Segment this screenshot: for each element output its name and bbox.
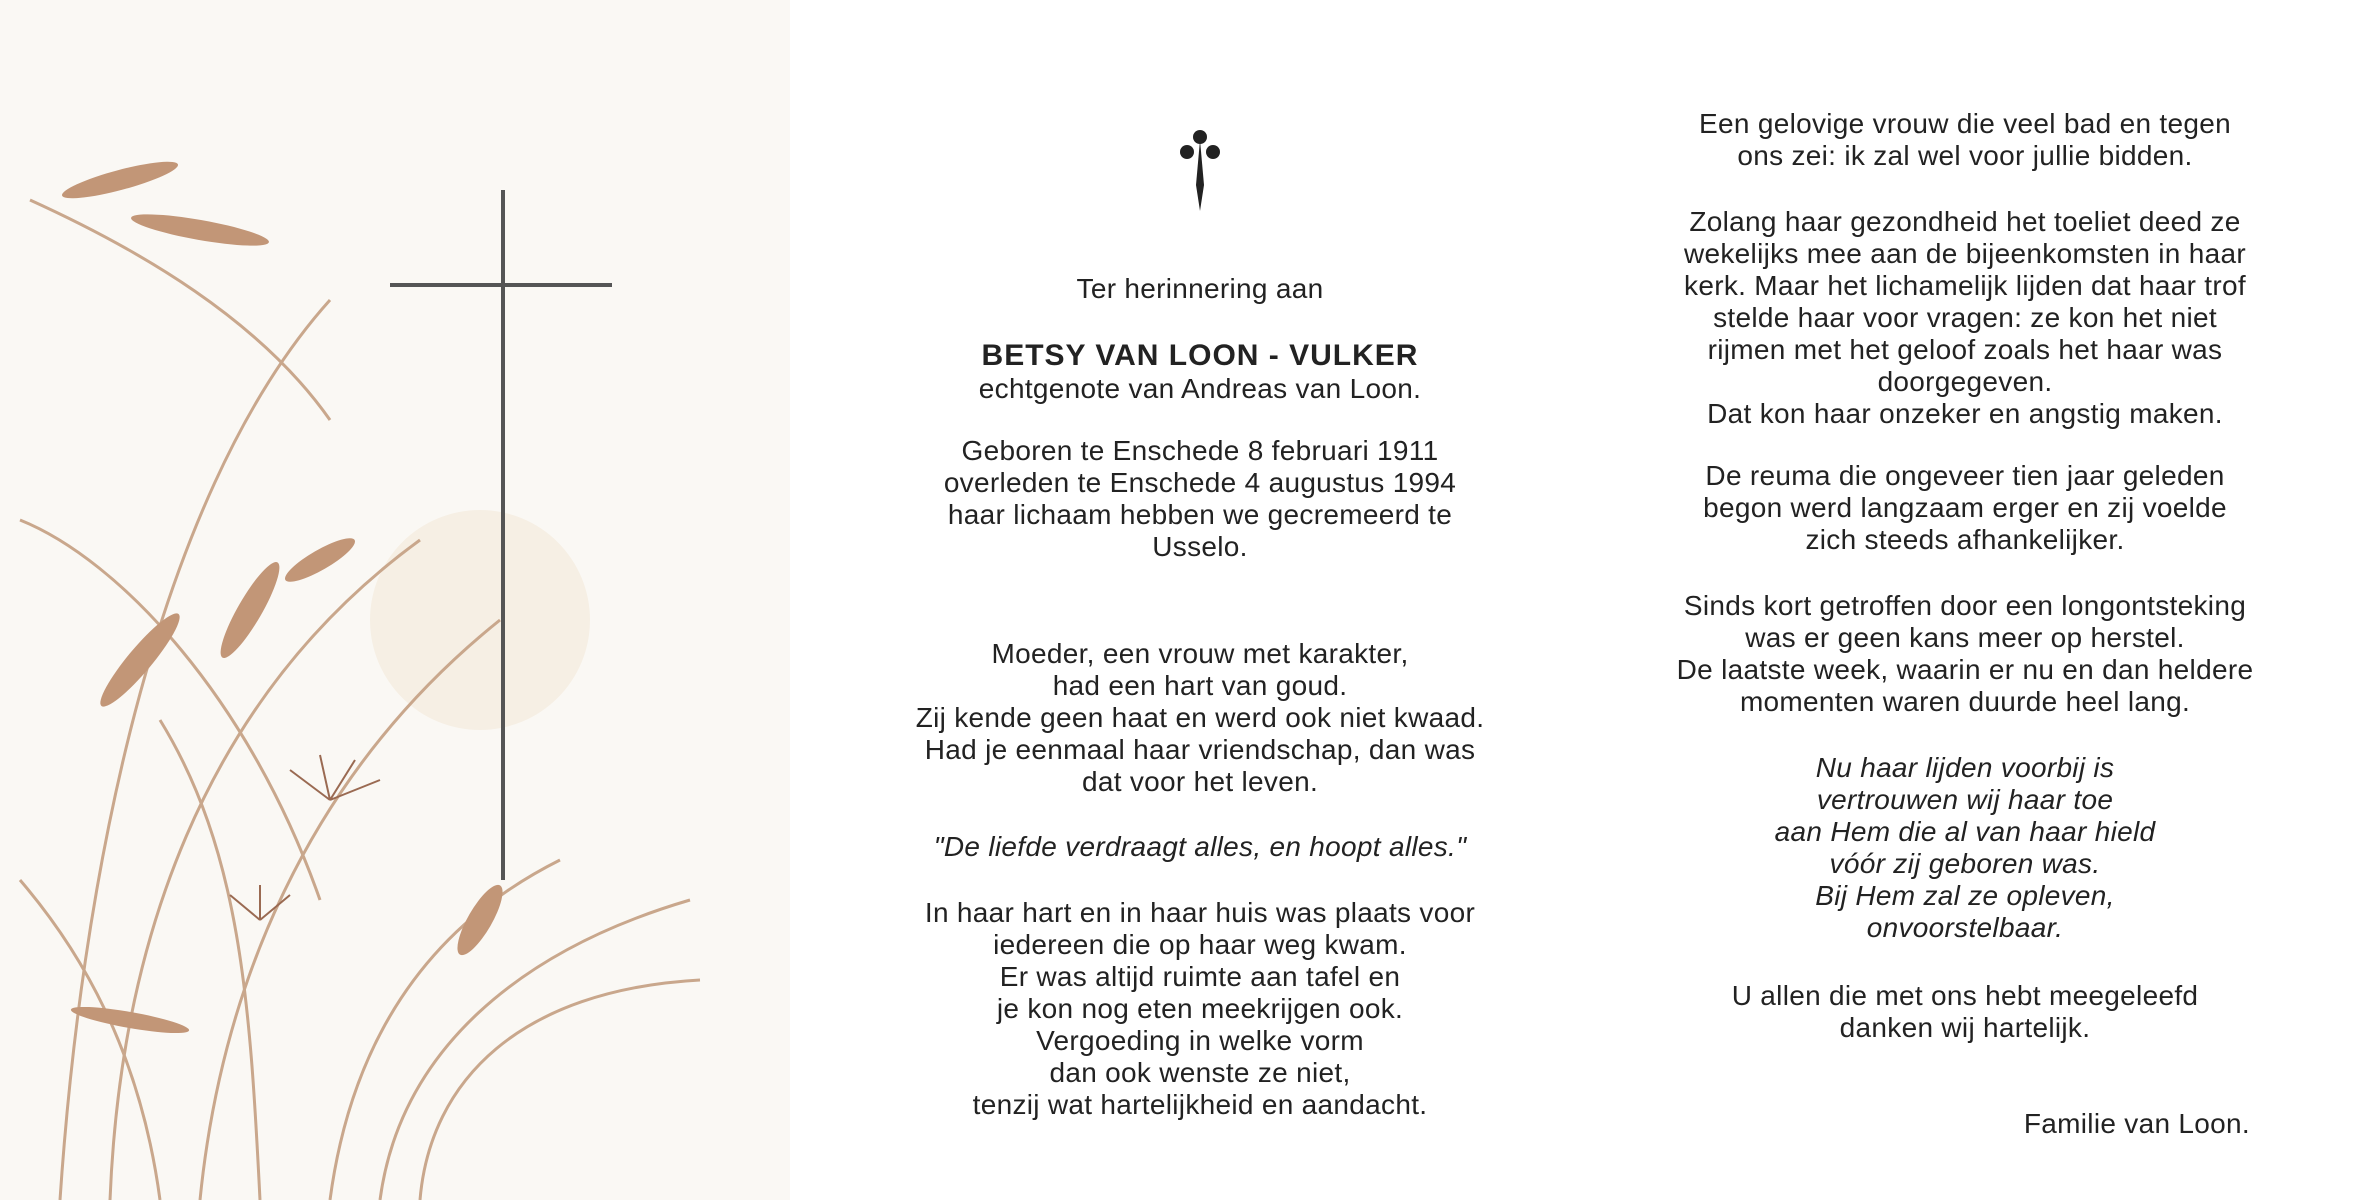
illness-text: Sinds kort getroffen door een longontsteking was er geen kans meer op herstel. De laatste week, waarin er nu en dan heldere momenten waren duurde heel lang. — [1676, 590, 2254, 717]
grass-illustration — [0, 0, 790, 1200]
dates-text: Geboren te Enschede 8 februari 1911 overleden te Enschede 4 augustus 1994 haar lichaam hebben we gecremeerd te Usselo. — [943, 435, 1457, 562]
rheuma-text: De reuma die ongeveer tien jaar geleden begon werd langzaam erger en zij voelde zich steeds afhankelijker. — [1703, 460, 2227, 555]
closing-text: In haar hart en in haar huis was plaats voor iedereen die op haar weg kwam. Er was altijd ruimte aan tafel en je kon nog eten meekrijgen ook. Vergoeding in welke vorm dan ook wenste ze niet, tenzij wat hartelijkheid en aandacht. — [924, 897, 1476, 1120]
deceased-name: BETSY VAN LOON - VULKER — [981, 339, 1419, 372]
flower-umbels — [230, 755, 380, 920]
faith-text: Een gelovige vrouw die veel bad en tegen ons zei: ik zal wel voor jullie bidden. — [1699, 108, 2231, 171]
spouse-text: echtgenote van Andreas van Loon. — [978, 373, 1422, 404]
signature-text: Familie van Loon. — [2023, 1108, 2250, 1139]
intro-text: Ter herinnering aan — [1076, 273, 1324, 304]
illustration-panel — [0, 0, 790, 1200]
health-text: Zolang haar gezondheid het toeliet deed ze wekelijks mee aan de bijeenkomsten in haar kerk. Maar het lichamelijk lijden dat haar trof stelde haar voor vragen: ze kon het niet rijmen met het geloof zoals het haar was doorgegeven. Dat kon haar onzeker en angstig maken. — [1683, 206, 2247, 429]
small-cross-icon — [1170, 125, 1230, 215]
quote-text: "De liefde verdraagt alles, en hoopt alles." — [933, 831, 1467, 862]
grass-stems — [20, 200, 700, 1200]
sun-disc — [370, 510, 590, 730]
verse-text: Nu haar lijden voorbij is vertrouwen wij haar toe aan Hem die al van haar hield vóór zij geboren was. Bij Hem zal ze opleven, onvoorstelbaar. — [1774, 752, 2156, 943]
thanks-text: U allen die met ons hebt meegeleefd danken wij hartelijk. — [1731, 980, 2199, 1043]
poem-text: Moeder, een vrouw met karakter, had een hart van goud. Zij kende geen haat en werd ook niet kwaad. Had je eenmaal haar vriendschap, dan was dat voor het leven. — [915, 638, 1485, 797]
